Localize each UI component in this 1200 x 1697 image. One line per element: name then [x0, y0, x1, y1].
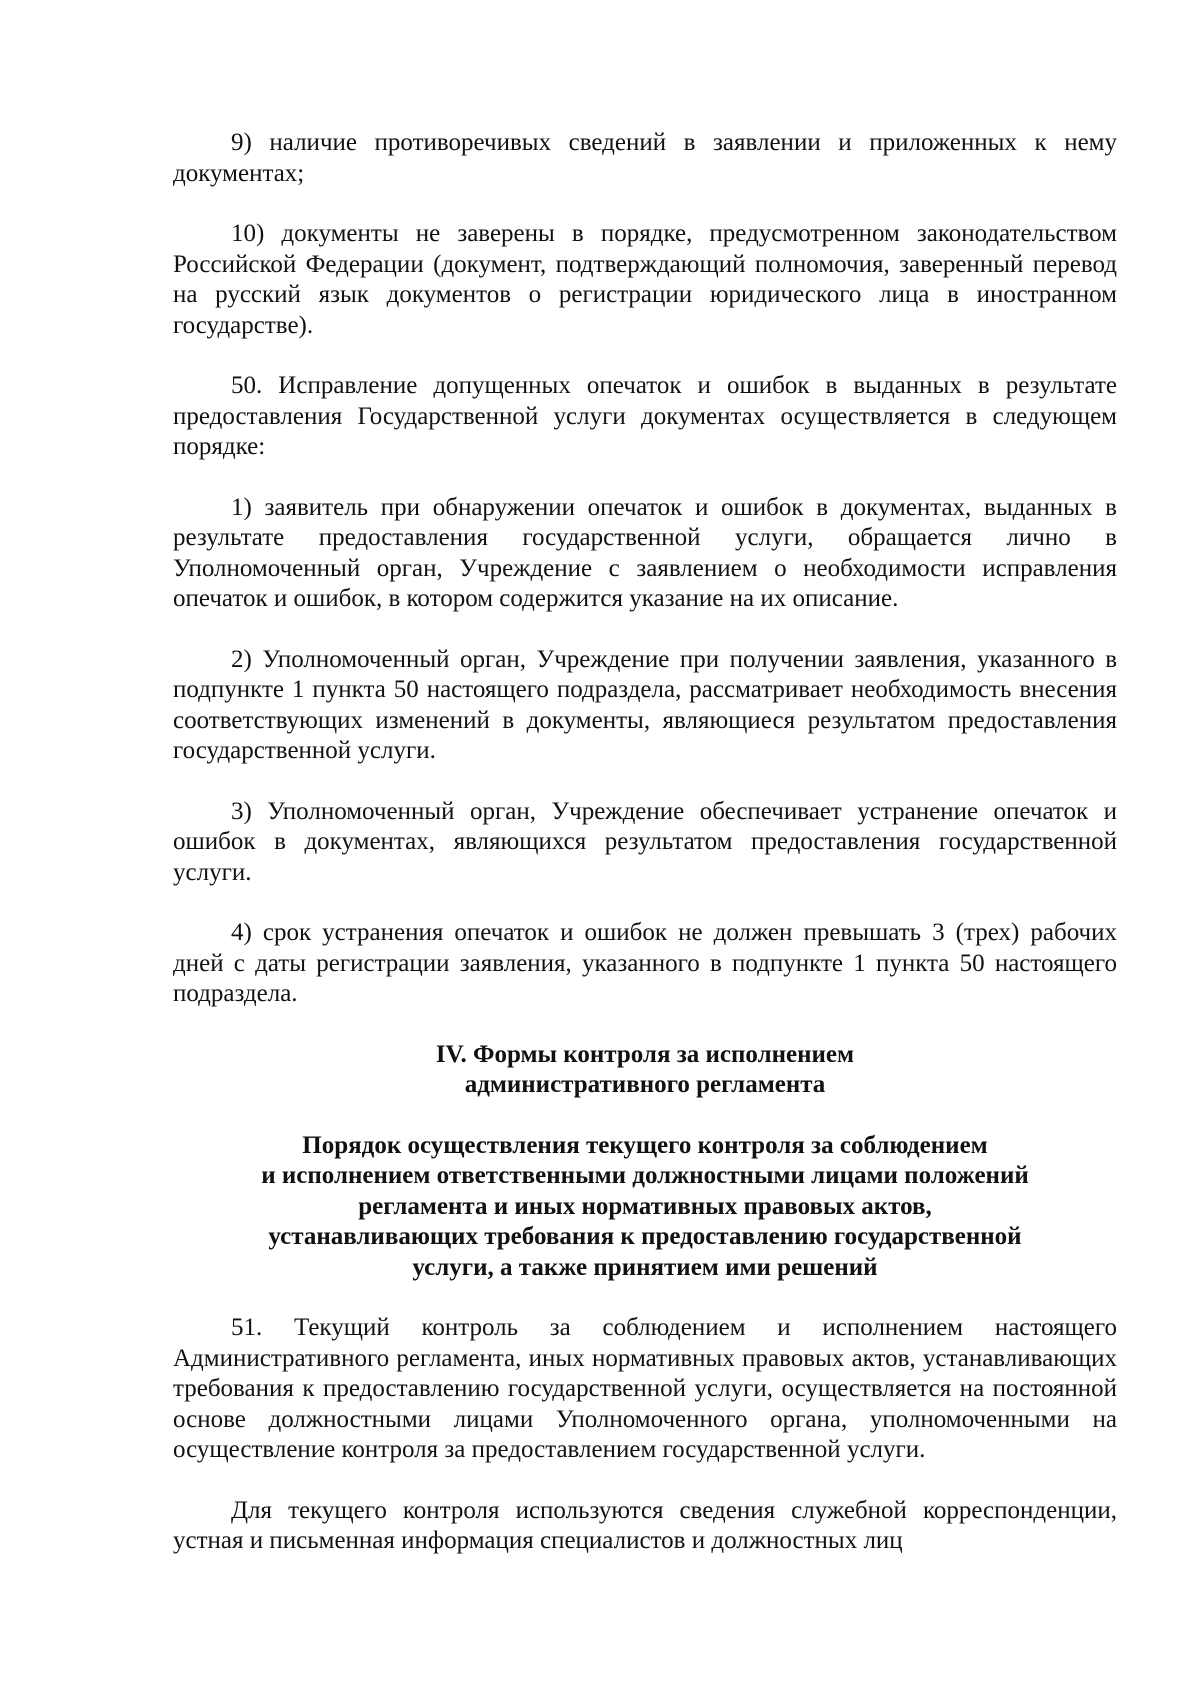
paragraph-clause-51: 51. Текущий контроль за соблюдением и исполнением настоящего Административного регламента, иных нормативных правовых актов, устанавливающих требования к предоставлению государственной услуги, осуществляется на постоянной основе должностными лицами Уполномоченного органа, уполномоченными на осуществление контроля за предоставлением государственной услуги. [173, 1314, 1117, 1463]
paragraph-step-1: 1) заявитель при обнаружении опечаток и ошибок в документах, выданных в результате предоставления государственной услуги, обращается лично в Уполномоченный орган, Учреждение с заявлением о необходимости исправления опечаток и ошибок, в котором содержится указание на их описание. [173, 493, 1117, 612]
paragraph-step-3: 3) Уполномоченный орган, Учреждение обеспечивает устранение опечаток и ошибок в документах, являющихся результатом предоставления государственной услуги. [173, 797, 1117, 886]
document-page [173, 128, 1117, 1557]
subsection-heading [173, 1131, 1117, 1284]
section-heading-line: административного регламента [464, 1071, 826, 1098]
paragraph-current-control: Для текущего контроля используются сведения служебной корреспонденции, устная и письменная информация специалистов и должностных лиц [173, 1496, 1117, 1554]
subsection-heading-line: устанавливающих требования к предоставлению государственной [268, 1223, 1022, 1250]
paragraph-item-9: 9) наличие противоречивых сведений в заявлении и приложенных к нему документах; [173, 129, 1117, 187]
section-heading-line: IV. Формы контроля за исполнением [435, 1040, 855, 1068]
subsection-heading-line: регламента и иных нормативных правовых актов, [358, 1192, 932, 1220]
subsection-heading-line: и исполнением ответственными должностными лицами положений [261, 1162, 1029, 1189]
paragraph-step-4: 4) срок устранения опечаток и ошибок не должен превышать 3 (трех) рабочих дней с даты регистрации заявления, указанного в подпункте 1 пункта 50 настоящего подраздела. [173, 919, 1117, 1007]
subsection-heading-line: Порядок осуществления текущего контроля за соблюдением [302, 1131, 988, 1159]
paragraph-clause-50: 50. Исправление допущенных опечаток и ошибок в выданных в результате предоставления Государственной услуги документах осуществляется в следующем порядке: [173, 372, 1117, 460]
paragraph-item-10: 10) документы не заверены в порядке, предусмотренном законодательством Российской Федерации (документ, подтверждающий полномочия, заверенный перевод на русский язык документов о регистрации юридического лица в иностранном государстве). [173, 220, 1117, 339]
paragraph-step-2: 2) Уполномоченный орган, Учреждение при получении заявления, указанного в подпункте 1 пункта 50 настоящего подраздела, рассматривает необходимость внесения соответствующих изменений в документы, являющиеся результатом предоставления государственной услуги. [173, 645, 1117, 764]
subsection-heading-line: услуги, а также принятием ими решений [412, 1253, 878, 1281]
section-heading [173, 1040, 1117, 1101]
